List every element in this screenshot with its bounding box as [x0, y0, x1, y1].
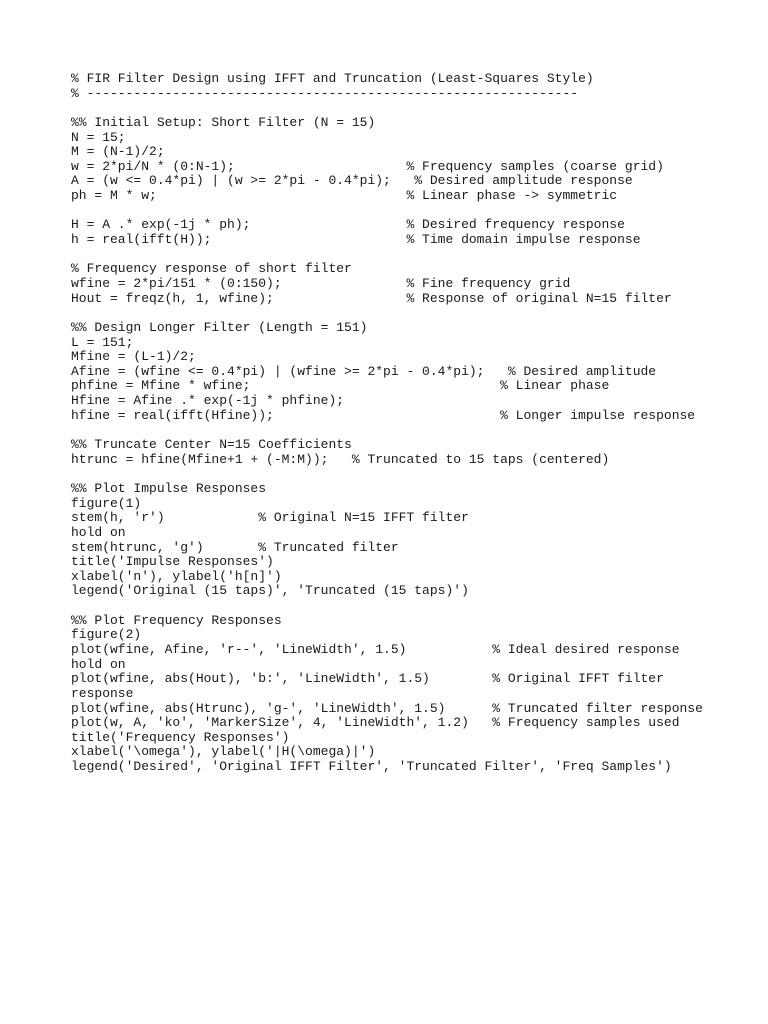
code-line: plot(wfine, Afine, 'r--', 'LineWidth', 1.5) % Ideal desired response	[71, 641, 680, 657]
code-line: %% Plot Frequency Responses	[71, 612, 282, 628]
code-line: Afine = (wfine <= 0.4*pi) | (wfine >= 2*pi - 0.4*pi); % Desired amplitude	[71, 363, 657, 379]
code-line: %% Initial Setup: Short Filter (N = 15)	[71, 114, 376, 130]
code-line: figure(2)	[71, 627, 142, 643]
code-line: L = 151;	[71, 334, 134, 350]
code-line: legend('Original (15 taps)', 'Truncated (15 taps)')	[71, 583, 469, 599]
code-line	[71, 248, 703, 263]
code-line: Hout = freqz(h, 1, wfine); % Response of original N=15 filter	[71, 290, 672, 306]
code-line: Hfine = Afine .* exp(-1j * phfine);	[71, 393, 345, 409]
code-line: hold on	[71, 656, 126, 672]
code-line: hfine = real(ifft(Hfine)); % Longer impulse response	[71, 407, 696, 423]
code-line: A = (w <= 0.4*pi) | (w >= 2*pi - 0.4*pi); % Desired amplitude response	[71, 173, 633, 189]
code-line	[71, 599, 703, 614]
code-line	[71, 467, 703, 482]
code-line: plot(wfine, abs(Htrunc), 'g-', 'LineWidth', 1.5) % Truncated filter response	[71, 700, 703, 716]
code-line	[71, 204, 703, 219]
code-line: M = (N-1)/2;	[71, 144, 165, 160]
code-listing	[71, 72, 703, 775]
code-line: w = 2*pi/N * (0:N-1); % Frequency samples (coarse grid)	[71, 158, 664, 174]
code-line: response	[71, 685, 134, 701]
code-line: N = 15;	[71, 129, 126, 145]
code-line: wfine = 2*pi/151 * (0:150); % Fine frequency grid	[71, 275, 571, 291]
code-line	[71, 101, 703, 116]
code-line: legend('Desired', 'Original IFFT Filter', 'Truncated Filter', 'Freq Samples')	[71, 759, 672, 775]
code-line	[71, 306, 703, 321]
code-line: % FIR Filter Design using IFFT and Truncation (Least-Squares Style)	[71, 71, 594, 86]
code-line: %% Plot Impulse Responses	[71, 480, 267, 496]
code-line: % ---------------------------------------------------------------	[71, 85, 579, 101]
code-line: xlabel('\omega'), ylabel('|H(\omega)|')	[71, 744, 376, 760]
code-line: ph = M * w; % Linear phase -> symmetric	[71, 188, 618, 204]
code-line: %% Design Longer Filter (Length = 151)	[71, 319, 368, 335]
code-line: stem(htrunc, 'g') % Truncated filter	[71, 539, 399, 555]
code-line: stem(h, 'r') % Original N=15 IFFT filter	[71, 510, 469, 526]
code-line: %% Truncate Center N=15 Coefficients	[71, 437, 352, 453]
code-line: htrunc = hfine(Mfine+1 + (-M:M)); % Truncated to 15 taps (centered)	[71, 451, 610, 467]
code-line: xlabel('n'), ylabel('h[n]')	[71, 568, 282, 584]
code-line: Mfine = (L-1)/2;	[71, 349, 196, 365]
code-line: title('Impulse Responses')	[71, 554, 274, 570]
code-line: % Frequency response of short filter	[71, 261, 352, 277]
code-line	[71, 423, 703, 438]
code-line: H = A .* exp(-1j * ph); % Desired frequency response	[71, 217, 625, 233]
code-line: hold on	[71, 524, 126, 540]
code-line: figure(1)	[71, 495, 142, 511]
code-line: phfine = Mfine * wfine; % Linear phase	[71, 378, 610, 394]
code-line: title('Frequency Responses')	[71, 729, 290, 745]
code-line: plot(w, A, 'ko', 'MarkerSize', 4, 'LineWidth', 1.2) % Frequency samples used	[71, 715, 680, 731]
code-line: plot(wfine, abs(Hout), 'b:', 'LineWidth', 1.5) % Original IFFT filter	[71, 671, 664, 687]
code-line: h = real(ifft(H)); % Time domain impulse response	[71, 232, 641, 248]
